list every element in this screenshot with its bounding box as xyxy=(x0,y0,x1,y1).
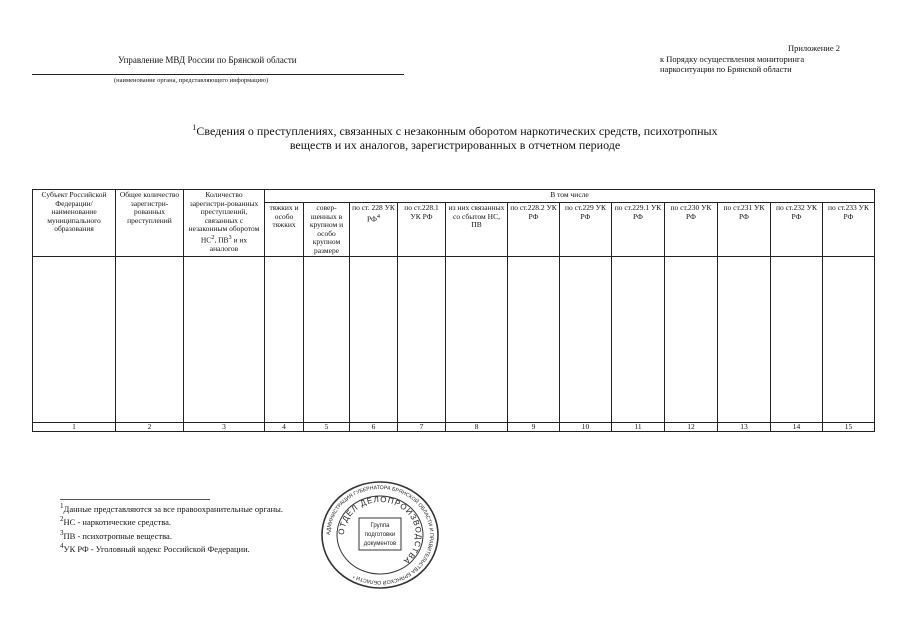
col-number: 8 xyxy=(446,423,508,432)
col-number: 10 xyxy=(560,423,612,432)
data-entry-cell xyxy=(304,257,350,423)
col-header-grave: тяжких и особо тяжких xyxy=(265,203,304,257)
col-header-art-228-2: по ст.228.2 УК РФ xyxy=(508,203,560,257)
footnote-3-mark: 3 xyxy=(60,528,64,537)
col-number: 2 xyxy=(116,423,184,432)
data-entry-cell xyxy=(508,257,560,423)
official-stamp xyxy=(315,480,445,590)
col-header-sales: из них связанных со сбытом НС, ПВ xyxy=(446,203,508,257)
data-entry-cell xyxy=(33,257,116,423)
data-entry-cell xyxy=(398,257,446,423)
appendix-line2: к Порядку осуществления мониторинга xyxy=(660,53,805,64)
col-header-art-232: по ст.232 УК РФ xyxy=(771,203,823,257)
col-header-art-228-1: по ст.228.1 УК РФ xyxy=(398,203,446,257)
appendix-block xyxy=(640,43,870,75)
footnote-2 xyxy=(60,514,283,527)
data-entry-cell xyxy=(116,257,184,423)
footnote-4-text: УК РФ - Уголовный кодекс Российской Федерации. xyxy=(63,543,250,554)
col-header-large-scale: совер-шенных в крупном и особо крупном размере xyxy=(304,203,350,257)
data-entry-cell xyxy=(612,257,665,423)
footnote-4 xyxy=(60,541,283,554)
org-name: Управление МВД России по Брянской области xyxy=(118,55,297,65)
col3-text-b: , ПВ xyxy=(214,235,229,244)
footnote-2-text: НС - наркотические средства. xyxy=(63,517,172,528)
col-number: 11 xyxy=(612,423,665,432)
data-entry-cell xyxy=(560,257,612,423)
data-entry-cell xyxy=(665,257,718,423)
footnotes xyxy=(60,501,283,554)
stamp-center-line1: Группа xyxy=(370,523,390,529)
col-number: 3 xyxy=(184,423,265,432)
col-header-drug-related xyxy=(184,190,265,257)
statistics-table xyxy=(32,189,875,432)
stamp-outer-text: АДМИНИСТРАЦИЯ ГУБЕРНАТОРА БРЯНСКОЙ ОБЛАСТИ И ПРАВИТЕЛЬСТВА БРЯНСКОЙ ОБЛАСТИ * xyxy=(325,484,435,586)
org-caption: (наименование органа, представляющего информацию) xyxy=(114,77,269,84)
footnote-1 xyxy=(60,501,283,514)
group-header-including: В том числе xyxy=(265,190,875,203)
footnote-3-text: ПВ - психотропные вещества. xyxy=(63,530,172,541)
col-header-art-231: по ст.231 УК РФ xyxy=(718,203,771,257)
col-number: 1 xyxy=(33,423,116,432)
footnote-1-text: Данные представляются за все правоохранительные органы. xyxy=(63,503,283,514)
data-entry-cell xyxy=(718,257,771,423)
col-number: 7 xyxy=(398,423,446,432)
footnote-rule xyxy=(60,499,210,500)
col3-sup2: 3 xyxy=(228,233,232,241)
col3-sup1: 2 xyxy=(211,233,215,241)
column-number-row xyxy=(33,423,875,432)
footnote-4-mark: 4 xyxy=(60,541,64,550)
data-entry-cell xyxy=(446,257,508,423)
col-number: 13 xyxy=(718,423,771,432)
stamp-center-line3: документов xyxy=(363,541,397,547)
col-header-art-230: по ст.230 УК РФ xyxy=(665,203,718,257)
title-line1: Сведения о преступлениях, связанных с незаконным оборотом наркотических средств, психотропных xyxy=(196,124,718,138)
col-header-subject: Субъект Российской Федерации/ наименование муниципального образования xyxy=(33,190,116,257)
data-entry-cell xyxy=(823,257,875,423)
data-entry-row xyxy=(33,257,875,423)
col3-text-a: Количество зарегистри-рованных преступлений, связанных с незаконным оборотом НС xyxy=(188,190,260,244)
stamp-middle-text: ОТДЕЛ ДЕЛОПРОИЗВОДСТВА xyxy=(336,494,424,567)
col6-sup: 4 xyxy=(376,212,381,220)
stamp-center-line2: подготовки xyxy=(364,532,396,538)
col-number: 5 xyxy=(304,423,350,432)
footnote-3 xyxy=(60,528,283,541)
footnote-1-mark: 1 xyxy=(60,502,64,510)
col-header-art-228 xyxy=(350,203,398,257)
header-row-1 xyxy=(33,190,875,203)
col-number: 14 xyxy=(771,423,823,432)
col-header-total: Общее количество зарегистри-рованных преступлений xyxy=(116,190,184,257)
org-underline xyxy=(32,74,404,75)
appendix-line1: Приложение 2 xyxy=(788,43,840,53)
col3-text-c: и их аналогов xyxy=(209,235,248,253)
data-entry-cell xyxy=(184,257,265,423)
col-number: 15 xyxy=(823,423,875,432)
footnote-2-mark: 2 xyxy=(60,515,64,524)
col-number: 9 xyxy=(508,423,560,432)
col-number: 12 xyxy=(665,423,718,432)
data-entry-cell xyxy=(350,257,398,423)
col-header-art-229-1: по ст.229.1 УК РФ xyxy=(612,203,665,257)
col6-text: по ст. 228 УК РФ xyxy=(352,203,395,223)
col-number: 6 xyxy=(350,423,398,432)
data-entry-cell xyxy=(265,257,304,423)
document-title xyxy=(120,121,790,152)
data-entry-cell xyxy=(771,257,823,423)
col-header-art-229: по ст.229 УК РФ xyxy=(560,203,612,257)
appendix-line3: наркоситуации по Брянской области xyxy=(660,64,792,74)
title-line2: веществ и их аналогов, зарегистрированных в отчетном периоде xyxy=(289,138,621,152)
title-footnote-mark: 1 xyxy=(192,123,197,132)
col-header-art-233: по ст.233 УК РФ xyxy=(823,203,875,257)
col-number: 4 xyxy=(265,423,304,432)
